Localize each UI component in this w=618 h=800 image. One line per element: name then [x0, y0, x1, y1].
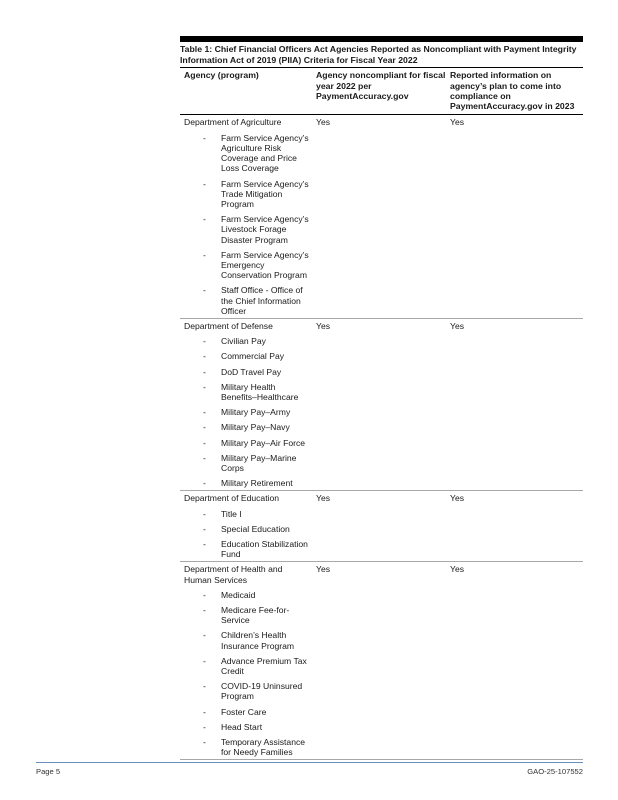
compliance-table — [180, 36, 583, 760]
bullet-dash: - — [203, 478, 206, 489]
program-item — [184, 133, 312, 174]
program-name: Children’s Health Insurance Program — [221, 630, 295, 651]
bullet-dash: - — [203, 285, 206, 296]
program-item — [184, 722, 312, 732]
program-item — [184, 707, 312, 717]
bullet-dash: - — [203, 422, 206, 433]
page-number: Page 5 — [36, 767, 61, 776]
program-name: Farm Service Agency’s Agriculture Risk Coverage and Price Loss Coverage — [221, 132, 309, 174]
bullet-dash: - — [203, 351, 206, 362]
program-name: Foster Care — [221, 706, 267, 717]
table-row — [180, 319, 583, 491]
header-plan: Reported information on agency’s plan to come into compliance on PaymentAccuracy.gov in 2023 — [450, 70, 575, 112]
program-name: Civilian Pay — [221, 336, 266, 347]
program-name: Military Retirement — [221, 478, 293, 489]
report-id: GAO-25-107552 — [527, 767, 583, 776]
agency-name: Department of Defense — [184, 320, 273, 331]
program-list — [184, 590, 312, 758]
program-name: Medicare Fee-for-Service — [221, 605, 290, 626]
program-name: Military Pay–Air Force — [221, 437, 306, 448]
program-name: Special Education — [221, 523, 290, 534]
plan-value: Yes — [450, 320, 465, 331]
agency-name: Department of Health and Human Services — [184, 564, 283, 585]
program-list — [184, 336, 312, 488]
table-header-row — [180, 68, 583, 115]
bullet-dash: - — [203, 737, 206, 748]
table-row — [180, 115, 583, 318]
plan-value: Yes — [450, 564, 465, 575]
noncompliant-value: Yes — [316, 117, 331, 128]
program-name: Advance Premium Tax Credit — [221, 655, 307, 677]
bullet-dash: - — [203, 589, 206, 600]
program-item — [184, 453, 312, 473]
table-caption: Table 1: Chief Financial Officers Act Agencies Reported as Noncompliant with Payment Integrity Information Act of 2019 (PIIA) Criteria for Fiscal Year 2022 — [180, 44, 577, 65]
program-item — [184, 509, 312, 519]
program-item — [184, 367, 312, 377]
program-item — [184, 478, 312, 488]
bullet-dash: - — [203, 407, 206, 418]
bullet-dash: - — [203, 214, 206, 225]
bullet-dash: - — [203, 336, 206, 347]
agency-cell — [180, 319, 312, 488]
program-item — [184, 737, 312, 757]
program-name: COVID-19 Uninsured Program — [221, 681, 303, 702]
bullet-dash: - — [203, 178, 206, 189]
header-agency: Agency (program) — [184, 70, 259, 81]
bullet-dash: - — [203, 452, 206, 463]
program-item — [184, 407, 312, 417]
agency-cell — [180, 562, 312, 757]
program-item — [184, 422, 312, 432]
program-name: Farm Service Agency’s Livestock Forage Disaster Program — [221, 214, 309, 245]
program-list — [184, 509, 312, 560]
noncompliant-value: Yes — [316, 564, 331, 575]
bullet-dash: - — [203, 508, 206, 519]
bullet-dash: - — [203, 366, 206, 377]
bullet-dash: - — [203, 655, 206, 666]
agency-cell — [180, 491, 312, 559]
agency-cell — [180, 115, 312, 315]
bullet-dash: - — [203, 381, 206, 392]
program-name: Commercial Pay — [221, 351, 285, 362]
program-name: Staff Office - Office of the Chief Information Officer — [221, 285, 303, 316]
noncompliant-value: Yes — [316, 493, 331, 504]
program-item — [184, 351, 312, 361]
bullet-dash: - — [203, 523, 206, 534]
program-name: DoD Travel Pay — [221, 366, 282, 377]
program-item — [184, 336, 312, 346]
program-item — [184, 382, 312, 402]
bullet-dash: - — [203, 249, 206, 260]
program-name: Education Stabilization Fund — [221, 538, 308, 560]
table-body — [180, 115, 583, 760]
bullet-dash: - — [203, 721, 206, 732]
program-item — [184, 524, 312, 534]
program-name: Military Health Benefits–Healthcare — [221, 381, 299, 402]
bullet-dash: - — [203, 681, 206, 692]
program-name: Military Pay–Marine Corps — [221, 452, 297, 473]
program-item — [184, 179, 312, 210]
agency-name: Department of Education — [184, 493, 280, 504]
program-name: Military Pay–Army — [221, 407, 291, 418]
program-item — [184, 605, 312, 625]
footer-rule — [36, 762, 583, 763]
agency-name: Department of Agriculture — [184, 117, 282, 128]
header-noncompliant: Agency noncompliant for fiscal year 2022 per PaymentAccuracy.gov — [316, 70, 446, 101]
program-name: Head Start — [221, 721, 263, 732]
program-name: Farm Service Agency’s Trade Mitigation Program — [221, 178, 309, 209]
bullet-dash: - — [203, 132, 206, 143]
program-name: Farm Service Agency’s Emergency Conservation Program — [221, 249, 309, 281]
bullet-dash: - — [203, 437, 206, 448]
plan-value: Yes — [450, 493, 465, 504]
program-item — [184, 250, 312, 281]
program-name: Title I — [221, 508, 242, 519]
program-name: Medicaid — [221, 589, 256, 600]
program-item — [184, 285, 312, 316]
table-row — [180, 491, 583, 562]
plan-value: Yes — [450, 117, 465, 128]
bullet-dash: - — [203, 706, 206, 717]
program-name: Temporary Assistance for Needy Families — [221, 737, 306, 758]
program-item — [184, 214, 312, 245]
program-item — [184, 630, 312, 650]
program-item — [184, 590, 312, 600]
table-row — [180, 562, 583, 760]
program-item — [184, 539, 312, 559]
program-list — [184, 133, 312, 316]
program-item — [184, 438, 312, 448]
program-item — [184, 681, 312, 701]
bullet-dash: - — [203, 605, 206, 615]
noncompliant-value: Yes — [316, 320, 331, 331]
program-name: Military Pay–Navy — [221, 422, 290, 433]
program-item — [184, 656, 312, 676]
bullet-dash: - — [203, 630, 206, 641]
bullet-dash: - — [203, 538, 206, 549]
